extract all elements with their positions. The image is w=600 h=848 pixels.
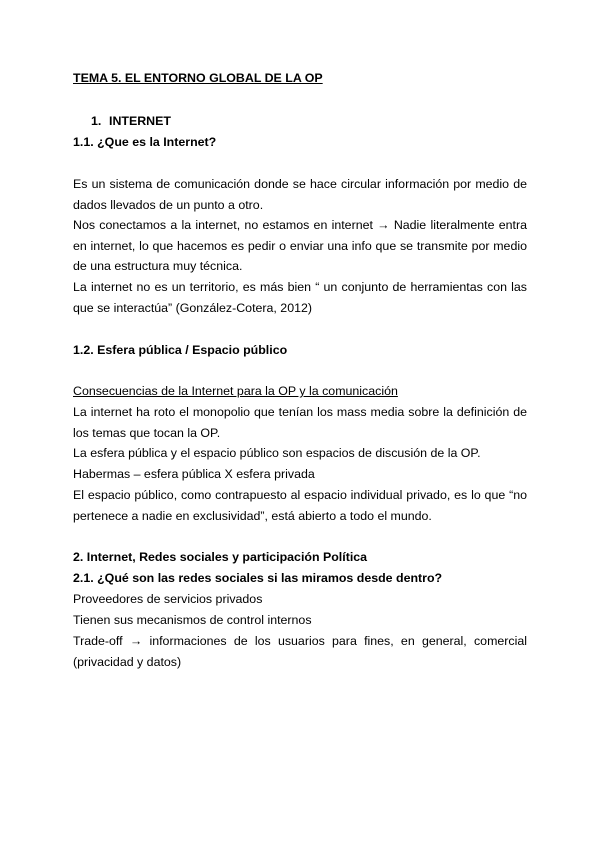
paragraph-internet-territory: La internet no es un territorio, es más bien “ un conjunto de herramientas con las que se interactúa” (González-Cotera, 2012): [73, 280, 527, 315]
subsection-2-1-heading: 2.1. ¿Qué son las redes sociales si las miramos desde dentro?: [73, 571, 443, 585]
paragraph-habermas: Habermas – esfera pública X esfera privada: [73, 467, 315, 481]
line-private-providers: Proveedores de servicios privados: [73, 592, 263, 606]
paragraph-connect-internet: Nos conectamos a la internet, no estamos en internet → Nadie literalmente entra en internet, lo que hacemos es pedir o enviar una info que se transmite por medio de una estructura muy técnica.: [73, 218, 527, 273]
section-1-number: 1.: [91, 114, 102, 128]
subsection-1-2-heading: 1.2. Esfera pública / Espacio público: [73, 343, 288, 357]
paragraph-what-is-internet: Es un sistema de comunicación donde se hace circular información por medio de dados llevados de un punto a otro.: [73, 177, 527, 212]
paragraph-public-sphere: La esfera pública y el espacio público son espacios de discusión de la OP.: [73, 446, 481, 460]
consequences-subheading: Consecuencias de la Internet para la OP y la comunicación: [73, 384, 398, 398]
paragraph-public-space: El espacio público, como contrapuesto al espacio individual privado, es lo que “no pertenece a nadie en exclusividad”, está abierto a todo el mundo.: [73, 488, 527, 523]
document-title: TEMA 5. EL ENTORNO GLOBAL DE LA OP: [73, 71, 323, 85]
line-internal-control: Tienen sus mecanismos de control internos: [73, 613, 312, 627]
paragraph-trade-off: Trade-off → informaciones de los usuarios para fines, en general, comercial (privacidad y datos): [73, 634, 527, 669]
section-2-heading: 2. Internet, Redes sociales y participación Política: [73, 550, 368, 564]
subsection-1-1-heading: 1.1. ¿Que es la Internet?: [73, 135, 217, 149]
section-1-heading: [73, 111, 527, 132]
section-1-title: INTERNET: [109, 114, 171, 128]
paragraph-monopoly: La internet ha roto el monopolio que tenían los mass media sobre la definición de los temas que tocan la OP.: [73, 405, 527, 440]
